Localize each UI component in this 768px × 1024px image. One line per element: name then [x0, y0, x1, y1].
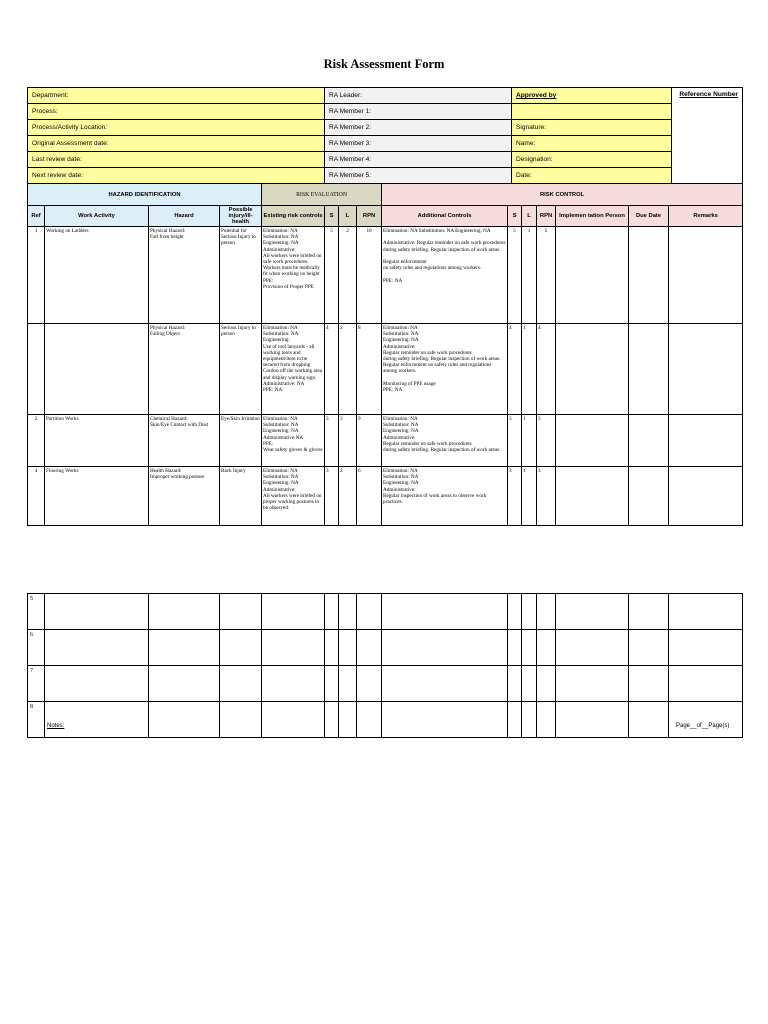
blank-cell[interactable] [537, 702, 556, 738]
row-implementation-person[interactable] [556, 227, 629, 324]
row-additional-controls: Elimination: NA Substitution: NA Engineering: NA Administrative: Regular reminder on safe work procedures during safety briefing. Regular inspection of work areas. Regular enforcement on safety rules and regulations among workers. PPE: NA [382, 227, 508, 324]
col-implementation-person: Implemen tation Person [556, 206, 629, 227]
ra-member-1-label[interactable]: RA Member 1: [325, 104, 512, 120]
row-ref [28, 324, 45, 415]
blank-cell[interactable] [45, 594, 149, 630]
row-l2: 1 [522, 415, 537, 467]
row-due-date[interactable] [629, 324, 669, 415]
blank-cell[interactable] [45, 630, 149, 666]
col-s2: S [508, 206, 522, 227]
table-row [28, 630, 743, 666]
row-rpn2: 3 [537, 467, 556, 526]
row-l: 2 [339, 227, 357, 324]
table-row [28, 415, 743, 467]
row-additional-controls: Elimination: NA Substitution: NA Engineering: NA Administrative: Regular inspection of work areas to observe work practices. [382, 467, 508, 526]
blank-cell[interactable] [537, 666, 556, 702]
blank-cell[interactable] [522, 630, 537, 666]
row-rpn: 6 [357, 467, 382, 526]
blank-cell[interactable] [537, 630, 556, 666]
blank-cell[interactable] [149, 666, 220, 702]
row-existing-controls: Elimination: NA Substitution: NA Engineering: NA Administrative: All workers were briefed on proper working postures to be observed. [262, 467, 325, 526]
row-s2: 4 [508, 324, 522, 415]
table-row [28, 702, 743, 738]
table-row [28, 594, 743, 630]
col-s: S [325, 206, 339, 227]
next-review-label[interactable]: Next review date: [28, 168, 325, 184]
row-rpn2: 3 [537, 415, 556, 467]
col-rpn: RPN [357, 206, 382, 227]
blank-cell[interactable] [262, 666, 325, 702]
col-due-date: Due Date [629, 206, 669, 227]
blank-cell[interactable] [45, 666, 149, 702]
header-info-table [27, 87, 743, 184]
approved-blank [512, 104, 672, 120]
row-s: 4 [325, 324, 339, 415]
row-s: 3 [325, 467, 339, 526]
group-risk-control: RISK CONTROL [382, 184, 743, 206]
row-s: 3 [325, 415, 339, 467]
row-ref: 2 [28, 415, 45, 467]
row-l2: 1 [522, 324, 537, 415]
blank-cell[interactable] [508, 702, 522, 738]
row-hazard: Health Hazard: Improper working posture [149, 467, 220, 526]
department-label[interactable]: Department: [28, 88, 325, 104]
row-hazard: Physical Hazard: Falling Object [149, 324, 220, 415]
row-hazard: Chemical Hazard: Skin/Eye Contact with Dust [149, 415, 220, 467]
row-ref: 1 [28, 227, 45, 324]
row-l: 2 [339, 324, 357, 415]
col-rpn2: RPN [537, 206, 556, 227]
last-review-label[interactable]: Last review date: [28, 152, 325, 168]
row-l: 2 [339, 467, 357, 526]
row-rpn: 8 [357, 324, 382, 415]
row-existing-controls: Elimination: NA Substitution: NA Engineering: NA Administrative:NA PPE: Wear safety gloves & gloves [262, 415, 325, 467]
blank-cell[interactable] [556, 594, 629, 630]
ra-leader-label[interactable]: RA Leader: [325, 88, 512, 104]
blank-cell[interactable] [325, 666, 339, 702]
row-rpn: 10 [357, 227, 382, 324]
row-due-date[interactable] [629, 227, 669, 324]
blank-cell[interactable] [508, 594, 522, 630]
row-implementation-person[interactable] [556, 324, 629, 415]
col-remarks: Remarks [669, 206, 743, 227]
blank-cell[interactable] [522, 666, 537, 702]
row-remarks[interactable] [669, 227, 743, 324]
blank-cell[interactable] [325, 702, 339, 738]
row-s2: 5 [508, 227, 522, 324]
blank-cell[interactable] [522, 594, 537, 630]
blank-cell[interactable] [149, 594, 220, 630]
col-additional-controls: Additional Controls [382, 206, 508, 227]
blank-cell[interactable] [339, 630, 357, 666]
row-l: 3 [339, 415, 357, 467]
blank-cell[interactable] [382, 630, 508, 666]
row-hazard: Physical Hazard: Fall from height [149, 227, 220, 324]
blank-cell[interactable] [669, 702, 743, 738]
blank-cell[interactable] [220, 666, 262, 702]
blank-cell[interactable] [669, 666, 743, 702]
blank-cell[interactable] [339, 594, 357, 630]
blank-rows-table [27, 593, 743, 738]
ra-member-2-label[interactable]: RA Member 2: [325, 120, 512, 136]
row-s2: 3 [508, 467, 522, 526]
blank-cell[interactable] [262, 702, 325, 738]
blank-cell[interactable] [669, 630, 743, 666]
col-injury: Possible injury/ill-health [220, 206, 262, 227]
blank-cell[interactable] [357, 594, 382, 630]
row-implementation-person[interactable] [556, 415, 629, 467]
blank-cell[interactable] [357, 630, 382, 666]
col-work-activity: Work Activity [45, 206, 149, 227]
process-label[interactable]: Process: [28, 104, 325, 120]
blank-cell[interactable] [357, 666, 382, 702]
row-ref: 4 [28, 467, 45, 526]
group-hazard-identification: HAZARD IDENTIFICATION [28, 184, 262, 206]
row-existing-controls: Elimination: NA Substitution: NA Engineering: NA Administrative: All workers were briefed on safe work procedures. Workers must be medically fit when working on height PPE: Provision of Proper PPE [262, 227, 325, 324]
row-rpn: 9 [357, 415, 382, 467]
date-label[interactable]: Date: [512, 168, 672, 184]
form-title: Risk Assessment Form [323, 57, 445, 71]
blank-cell[interactable] [522, 702, 537, 738]
blank-cell[interactable] [325, 594, 339, 630]
col-l2: L [522, 206, 537, 227]
group-risk-evaluation: RISK EVALUATION [262, 184, 382, 206]
blank-cell[interactable] [629, 666, 669, 702]
blank-cell[interactable] [629, 594, 669, 630]
name-label[interactable]: Name: [512, 136, 672, 152]
reference-number-label[interactable]: Reference Number [672, 88, 743, 184]
blank-cell[interactable] [669, 594, 743, 630]
table-row [28, 666, 743, 702]
blank-cell[interactable] [262, 630, 325, 666]
blank-cell[interactable] [629, 702, 669, 738]
col-hazard: Hazard [149, 206, 220, 227]
notes-label: Notes: [47, 723, 65, 729]
blank-cell[interactable] [382, 702, 508, 738]
ra-member-5-label[interactable]: RA Member 5: [325, 168, 512, 184]
col-l: L [339, 206, 357, 227]
blank-cell[interactable] [220, 630, 262, 666]
blank-cell[interactable] [537, 594, 556, 630]
row-rpn2: 5 [537, 227, 556, 324]
location-label[interactable]: Process/Activity Location: [28, 120, 325, 136]
row-existing-controls: Elimination: NA Substitution: NA Engineering: Use of tool lanyards - all working tools and equipment/item to be secured from dropping Cordon off the working area and display warning sign Administrative: NA PPE: NA [262, 324, 325, 415]
blank-cell[interactable] [339, 702, 357, 738]
table-row [28, 467, 743, 526]
row-additional-controls: Elimination: NA Substitution: NA Engineering: NA Administrative: Regular reminder on safe work procedures during safety briefing. Regular inspection of work areas. Regular enforcement on safety rules and regulations among workers. Monitoring of PPE usage PPE: NA [382, 324, 508, 415]
approved-by-label: Approved by [512, 88, 672, 104]
row-due-date[interactable] [629, 467, 669, 526]
row-injury: Eye/Skin Irritation [220, 415, 262, 467]
blank-cell[interactable] [556, 702, 629, 738]
blank-cell[interactable] [357, 702, 382, 738]
row-ref: 5 [28, 594, 45, 630]
row-s2: 3 [508, 415, 522, 467]
col-ref: Ref [28, 206, 45, 227]
row-ref: 6 [28, 630, 45, 666]
blank-cell[interactable] [149, 702, 220, 738]
row-ref: 8 [28, 702, 45, 738]
row-remarks[interactable] [669, 467, 743, 526]
row-activity: Working on Ladders [45, 227, 149, 324]
original-date-label[interactable]: Original Assessment date: [28, 136, 325, 152]
page-counter: Page__of__Page(s) [676, 723, 730, 729]
row-ref: 7 [28, 666, 45, 702]
table-row [28, 324, 743, 415]
ra-member-4-label[interactable]: RA Member 4: [325, 152, 512, 168]
row-remarks[interactable] [669, 324, 743, 415]
blank-cell[interactable] [629, 630, 669, 666]
row-activity [45, 324, 149, 415]
blank-cell[interactable] [220, 702, 262, 738]
col-existing-controls: Existing risk controls [262, 206, 325, 227]
row-injury: Serious Injury to person [220, 324, 262, 415]
row-activity: Flooring Works [45, 467, 149, 526]
blank-cell[interactable] [339, 666, 357, 702]
row-rpn2: 4 [537, 324, 556, 415]
signature-label[interactable]: Signature: [512, 120, 672, 136]
blank-cell[interactable] [262, 594, 325, 630]
ra-member-3-label[interactable]: RA Member 3: [325, 136, 512, 152]
row-implementation-person[interactable] [556, 467, 629, 526]
blank-cell[interactable] [382, 666, 508, 702]
row-activity: Partition Works [45, 415, 149, 467]
blank-cell[interactable] [325, 630, 339, 666]
row-remarks[interactable] [669, 415, 743, 467]
row-l2: 1 [522, 227, 537, 324]
blank-cell[interactable] [45, 702, 149, 738]
blank-cell[interactable] [220, 594, 262, 630]
blank-cell[interactable] [556, 666, 629, 702]
blank-cell[interactable] [508, 630, 522, 666]
blank-cell[interactable] [556, 630, 629, 666]
row-injury: Back Injury [220, 467, 262, 526]
blank-cell[interactable] [149, 630, 220, 666]
designation-label[interactable]: Designation: [512, 152, 672, 168]
table-row [28, 227, 743, 324]
row-injury: Potential for Serious Injury to person [220, 227, 262, 324]
blank-cell[interactable] [382, 594, 508, 630]
row-additional-controls: Elimination: NA Substitution: NA Engineering: NA Administrative: Regular reminder on safe work procedures during safety briefing. Regular inspection of work areas. [382, 415, 508, 467]
row-due-date[interactable] [629, 415, 669, 467]
hazard-table [27, 183, 743, 526]
row-l2: 1 [522, 467, 537, 526]
blank-cell[interactable] [508, 666, 522, 702]
row-s: 5 [325, 227, 339, 324]
